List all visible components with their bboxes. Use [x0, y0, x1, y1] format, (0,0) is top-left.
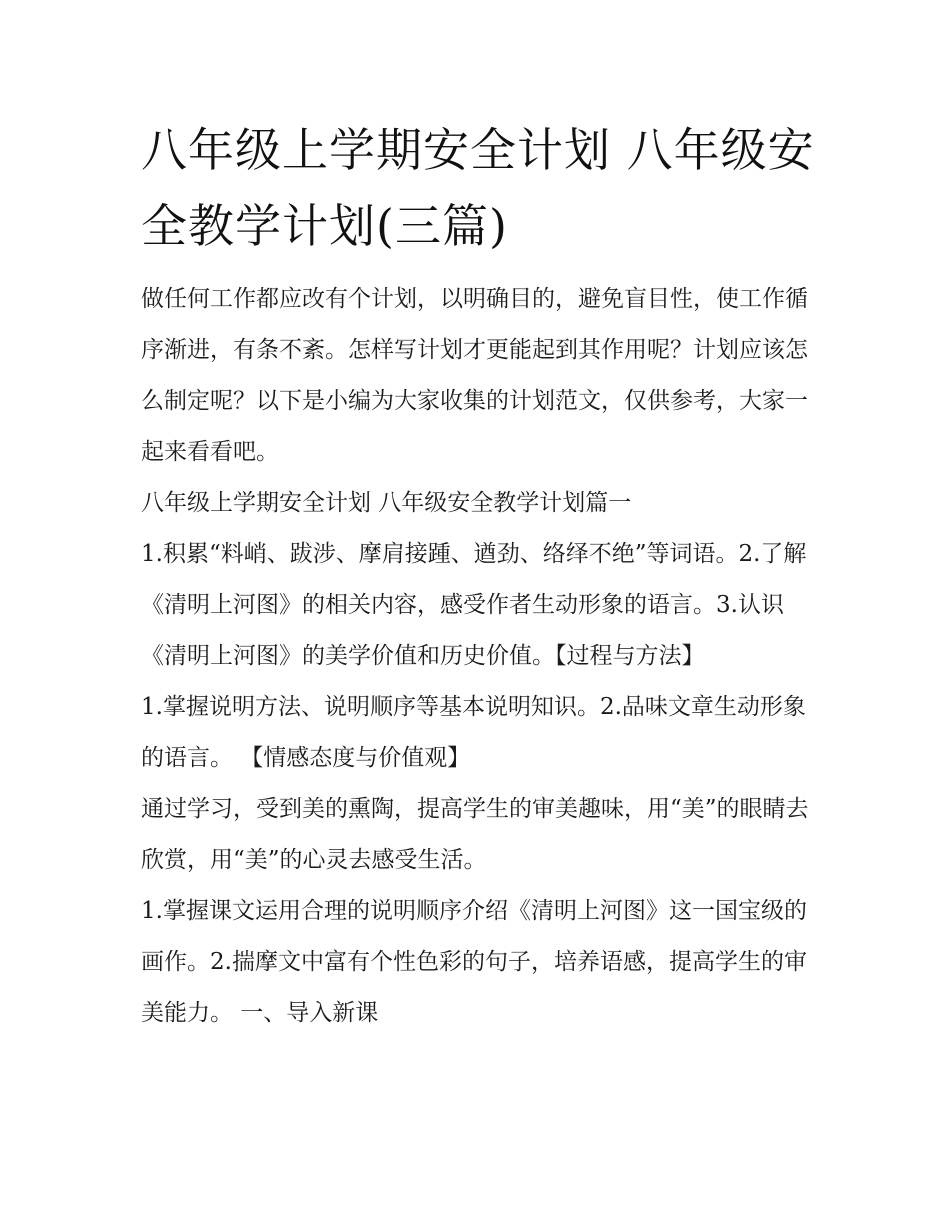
document-body — [141, 274, 821, 1039]
document-content — [141, 112, 821, 1039]
process-method-paragraph: 1.掌握说明方法、说明顺序等基本说明知识。2.品味文章生动形象的语言。 【情感态度与价值观】 — [141, 694, 806, 771]
key-points-paragraph: 1.掌握课文运用合理的说明顺序介绍《清明上河图》这一国宝级的画作。2.揣摩文中富有个性色彩的句子，培养语感，提高学生的审美能力。 一、导入新课 — [141, 898, 807, 1026]
section-heading: 八年级上学期安全计划 八年级安全教学计划篇一 — [141, 490, 632, 516]
emotion-values-paragraph: 通过学习，受到美的熏陶，提高学生的审美趣味，用“美”的眼睛去欣赏，用“美”的心灵去感受生活。 — [141, 796, 809, 873]
document-title: 八年级上学期安全计划 八年级安全教学计划(三篇) — [141, 123, 815, 253]
knowledge-goals-paragraph: 1.积累“料峭、跋涉、摩肩接踵、遒劲、络绎不绝”等词语。2.了解《清明上河图》的相关内容，感受作者生动形象的语言。3.认识《清明上河图》的美学价值和历史价值。【过程与方法】 — [141, 541, 807, 669]
intro-paragraph: 做任何工作都应改有个计划，以明确目的，避免盲目性，使工作循序渐进，有条不紊。怎样写计划才更能起到其作用呢？计划应该怎么制定呢？以下是小编为大家收集的计划范文，仅供参考，大家一起来看看吧。 — [141, 286, 808, 465]
